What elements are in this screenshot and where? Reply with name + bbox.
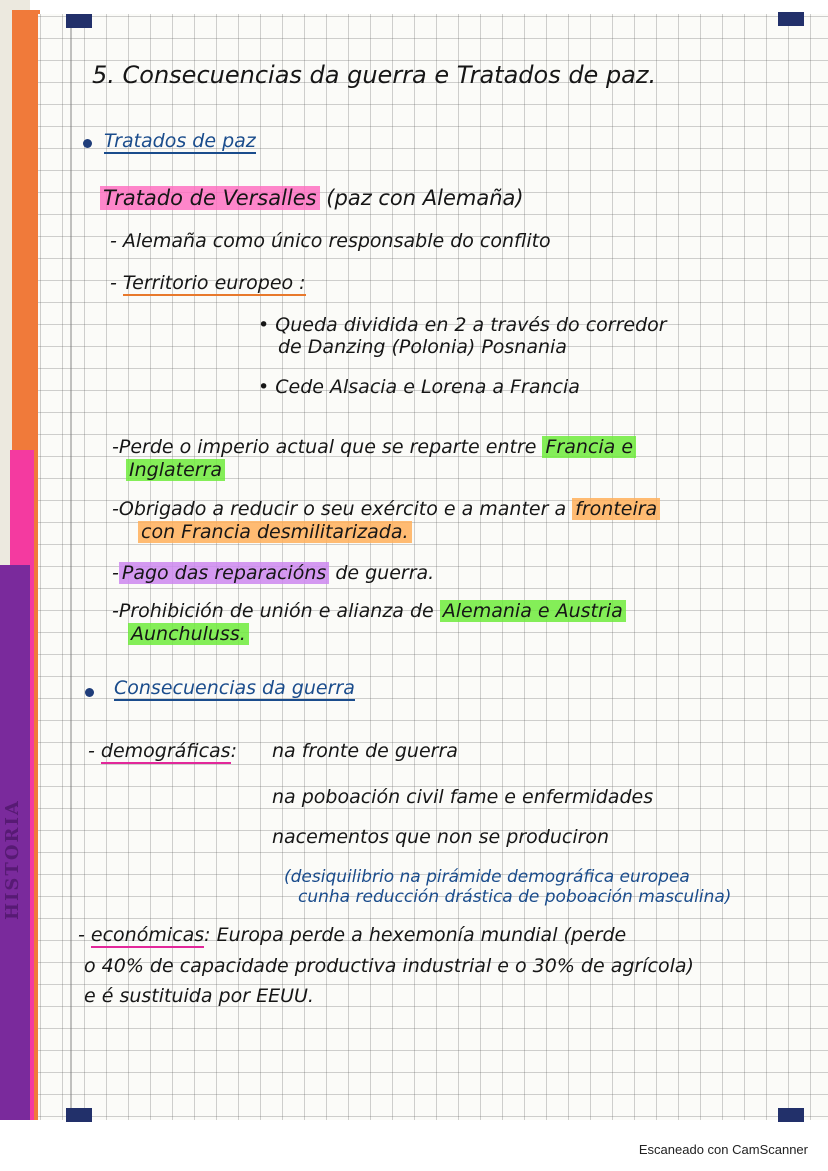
- point-payment: [112, 562, 434, 584]
- point-dash: -: [88, 740, 101, 762]
- demographic-note-1: (desiquilibrio na pirámide demográfica europea: [284, 867, 690, 887]
- demographic-line: [88, 740, 237, 762]
- demographic-item-1: na fronte de guerra: [272, 740, 458, 762]
- point-empire-2: [126, 459, 225, 481]
- treaties-title: Tratados de paz: [104, 130, 256, 152]
- scanner-watermark: Escaneado con CamScanner: [638, 1142, 808, 1157]
- point-dash: -: [112, 436, 119, 458]
- corner-mark-bottom-left: [66, 1108, 92, 1122]
- economic-line-3: e é sustituida por EEUU.: [84, 985, 314, 1007]
- economic-label: económicas: [90, 924, 205, 946]
- point-dash: -: [110, 230, 117, 252]
- bullet: •: [258, 314, 270, 336]
- point-dash: -: [112, 562, 119, 584]
- sub-point-alsace: [258, 376, 580, 398]
- tab-lettering: HISTORIA: [2, 799, 23, 920]
- sub-point-text: Queda dividida en 2 a través do corredor: [275, 314, 667, 336]
- point-dash: -: [78, 924, 91, 946]
- margin-line: [70, 14, 72, 1120]
- colon: :: [204, 924, 211, 946]
- highlight-green: Aunchuluss.: [128, 623, 249, 645]
- section-bullet-treaties: [83, 139, 92, 148]
- highlight-green: Francia e: [542, 436, 636, 458]
- section-heading-treaties: [104, 130, 256, 152]
- sub-point-danzig: [258, 314, 667, 336]
- section-bullet-consequences: [85, 688, 94, 697]
- point-responsibility: [110, 230, 551, 252]
- corner-mark-top-left: [66, 14, 92, 28]
- point-army: [112, 498, 660, 520]
- point-empire: [112, 436, 636, 458]
- point-territory: [110, 272, 306, 294]
- treaty-line: [100, 187, 524, 209]
- point-text: de guerra.: [329, 562, 435, 584]
- treaty-note: (paz con Alemaña): [326, 186, 524, 210]
- point-text: Prohibición de unión e alianza de: [118, 600, 440, 622]
- point-ban: [112, 600, 626, 622]
- highlight-orange: fronteira: [572, 498, 660, 520]
- point-army-2: [138, 521, 412, 543]
- point-ban-2: [128, 623, 249, 645]
- demographic-item-2: na poboación civil fame e enfermidades: [272, 786, 654, 808]
- point-dash: -: [112, 498, 119, 520]
- sub-point-text: Cede Alsacia e Lorena a Francia: [275, 376, 580, 398]
- highlight-green: Alemania e Austria: [440, 600, 626, 622]
- consequences-title: Consecuencias da guerra: [114, 677, 355, 699]
- highlight-purple: Pago das reparacións: [119, 562, 329, 584]
- economic-text: Europa perde a hexemonía mundial (perde: [216, 924, 627, 946]
- point-dash: -: [112, 600, 119, 622]
- point-text: Territorio europeo :: [122, 272, 306, 294]
- highlight-orange: con Francia desmilitarizada.: [138, 521, 412, 543]
- colon: :: [230, 740, 237, 762]
- economic-line-2: o 40% de capacidade productiva industrial e o 30% de agrícola): [84, 955, 694, 977]
- demographic-note-2: cunha reducción drástica de poboación masculina): [298, 887, 732, 907]
- sub-point-danzig-2: de Danzing (Polonia) Posnania: [278, 336, 567, 358]
- point-dash: -: [110, 272, 117, 294]
- point-text: Perde o imperio actual que se reparte entre: [118, 436, 543, 458]
- demographic-label: demográficas: [100, 740, 231, 762]
- corner-mark-bottom-right: [778, 1108, 804, 1122]
- point-text: Obrigado a reducir o seu exército e a manter a: [118, 498, 573, 520]
- corner-mark-top-right: [778, 12, 804, 26]
- treaty-name: Tratado de Versalles: [100, 186, 320, 210]
- demographic-item-3: nacementos que non se produciron: [272, 826, 610, 848]
- bullet: •: [258, 376, 270, 398]
- page-title: 5. Consecuencias da guerra e Tratados de paz.: [92, 61, 657, 89]
- economic-line: [78, 924, 626, 946]
- point-text: Alemaña como único responsable do conflito: [122, 230, 551, 252]
- section-heading-consequences: [114, 677, 355, 699]
- highlight-green: Inglaterra: [126, 459, 225, 481]
